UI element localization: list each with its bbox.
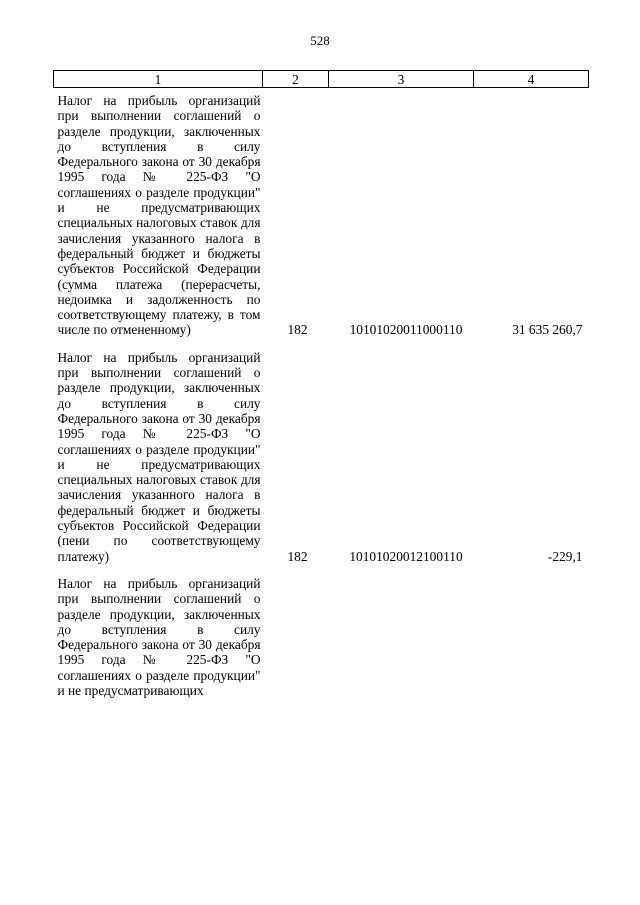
row-description: Налог на прибыль организаций при выполнении соглашений о разделе продукции, заключенных до вступления в силу Федерального закона от 30 декабря 1995 года № 225-ФЗ "О соглашениях о разделе продукции" и не предусматривающих специальных налоговых ставок для зачисления указанного налога в федеральный бюджет и бюджеты субъектов Российской Федерации (пени по соответствующему платежу) (57, 349, 261, 564)
column-header-2: 2 (263, 71, 329, 88)
header-row (54, 71, 589, 88)
row-amount: 31 635 260,7 (512, 322, 583, 338)
row-kbk-code: 10101020011000110 (349, 322, 463, 338)
row-admin-code (263, 564, 329, 698)
row-admin-code: 182 (287, 322, 308, 338)
row-kbk-code: 10101020012100110 (349, 548, 463, 564)
row-description: Налог на прибыль организаций при выполнении соглашений о разделе продукции, заключенных до вступления в силу Федерального закона от 30 декабря 1995 года № 225-ФЗ "О соглашениях о разделе продукции" и не предусматривающих (57, 575, 261, 698)
budget-table (53, 70, 589, 698)
table-row (54, 88, 589, 338)
column-header-3: 3 (329, 71, 474, 88)
column-header-4: 4 (474, 71, 589, 88)
row-kbk-code (329, 564, 474, 698)
row-amount (474, 564, 589, 698)
table-row (54, 564, 589, 698)
page-number: 528 (310, 33, 330, 48)
row-description: Налог на прибыль организаций при выполнении соглашений о разделе продукции, заключенных до вступления в силу Федерального закона от 30 декабря 1995 года № 225-ФЗ "О соглашениях о разделе продукции" и не предусматривающих специальных налоговых ставок для зачисления указанного налога в федеральный бюджет и бюджеты субъектов Российской Федерации (сумма платежа (перерасчеты, недоимка и задолженность по соответствующему платежу, в том числе по отмененному) (57, 93, 261, 338)
table-body (54, 88, 589, 699)
table-header (54, 71, 589, 88)
column-header-1: 1 (54, 71, 263, 88)
table-row (54, 338, 589, 564)
row-admin-code: 182 (287, 548, 308, 564)
row-amount: -229,1 (547, 548, 583, 564)
